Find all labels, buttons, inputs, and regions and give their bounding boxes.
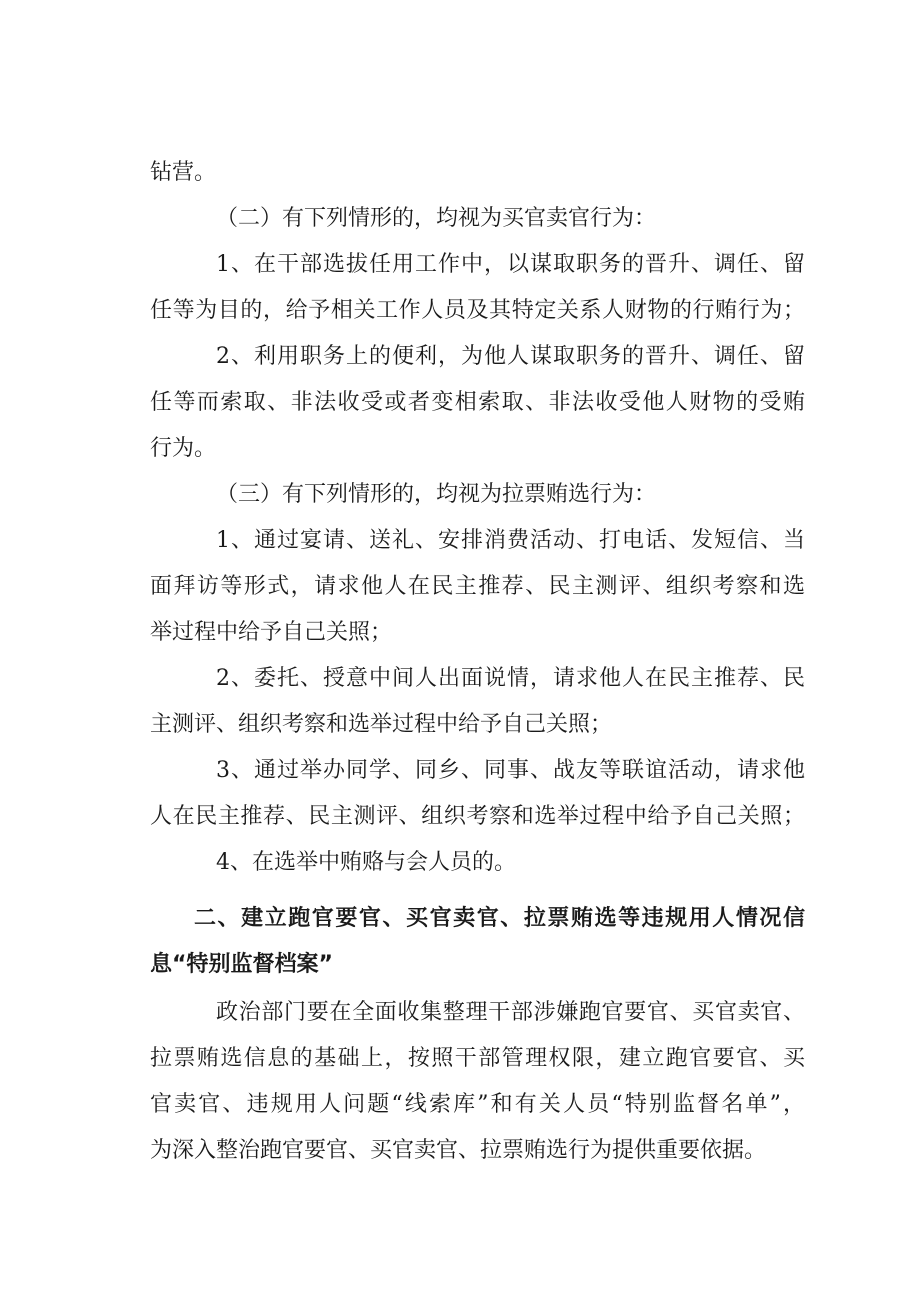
paragraph-bribery-offer	[150, 242, 805, 334]
heading-line: 息“特别监督档案”	[150, 952, 333, 977]
paragraph-vote-buying-2	[150, 656, 805, 748]
paragraph-vote-buying-3	[150, 748, 805, 840]
text-line: 人在民主推荐、民主测评、组织考察和选举过程中给予自己关照；	[150, 804, 805, 829]
text-line: 举过程中给予自己关照；	[150, 620, 393, 645]
text-line: 任等而索取、非法收受或者变相索取、非法收受他人财物的受贿	[150, 390, 805, 415]
text-line: 2、利用职务上的便利，为他人谋取职务的晋升、调任、留	[216, 344, 805, 369]
paragraph-vote-buying-1	[150, 518, 805, 656]
item-title-vote-buying: （三）有下列情形的，均视为拉票贿选行为：	[216, 482, 657, 507]
text-line: 为深入整治跑官要官、买官卖官、拉票贿选行为提供重要依据。	[150, 1138, 767, 1163]
item-title-buy-sell-posts: （二）有下列情形的，均视为买官卖官行为：	[216, 206, 657, 231]
text-line: 拉票贿选信息的基础上，按照干部管理权限，建立跑官要官、买	[150, 1046, 805, 1071]
heading-line: 二、建立跑官要官、买官卖官、拉票贿选等违规用人情况信	[194, 906, 805, 931]
section-heading	[150, 896, 805, 988]
document-body	[150, 150, 805, 1174]
paragraph-supervision-archive	[150, 990, 805, 1174]
text-line: 任等为目的，给予相关工作人员及其特定关系人财物的行贿行为；	[150, 298, 805, 323]
text-line: 政治部门要在全面收集整理干部涉嫌跑官要官、买官卖官、	[216, 1000, 805, 1025]
paragraph-vote-buying-4: 4、在选举中贿赂与会人员的。	[216, 850, 516, 875]
text-line: 3、通过举办同学、同乡、同事、战友等联谊活动，请求他	[216, 758, 805, 783]
text-line: 2、委托、授意中间人出面说情，请求他人在民主推荐、民	[216, 666, 805, 691]
text-line: 主测评、组织考察和选举过程中给予自己关照；	[150, 712, 613, 737]
text-line: 1、通过宴请、送礼、安排消费活动、打电话、发短信、当	[216, 528, 805, 553]
text-line: 面拜访等形式，请求他人在民主推荐、民主测评、组织考察和选	[150, 574, 805, 599]
text-line: 1、在干部选拔任用工作中，以谋取职务的晋升、调任、留	[216, 252, 805, 277]
text-line: 行为。	[150, 436, 217, 461]
paragraph-bribery-accept	[150, 334, 805, 472]
text-line-fragment: 钻营。	[150, 160, 217, 185]
text-line: 官卖官、违规用人问题“线索库”和有关人员“特别监督名单”，	[150, 1092, 805, 1117]
spacer	[150, 886, 805, 896]
